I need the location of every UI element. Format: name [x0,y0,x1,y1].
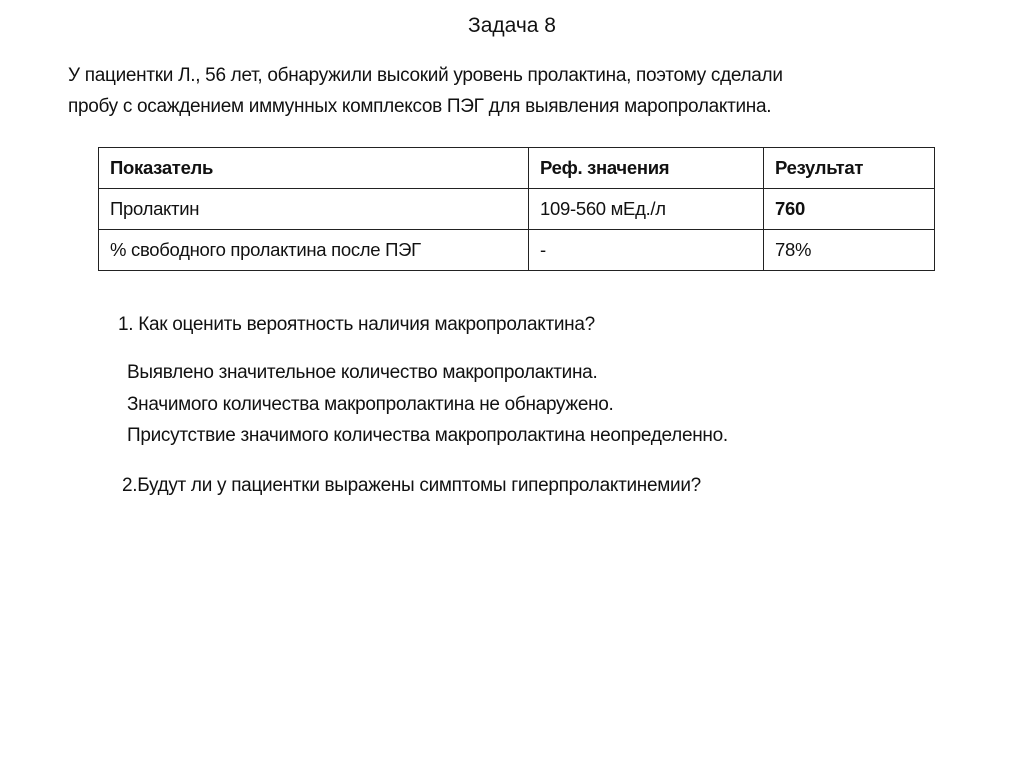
cell-indicator: Пролактин [99,189,529,230]
answer-option[interactable]: Присутствие значимого количества макропролактина неопределенно. [127,425,728,446]
question-2: 2.Будут ли у пациентки выражены симптомы гиперпролактинемии? [122,475,701,496]
header-indicator: Показатель [99,148,529,189]
cell-result: 78% [764,230,935,271]
cell-reference: - [529,230,764,271]
results-table [98,147,935,271]
answer-options [127,357,728,452]
intro-line: У пациентки Л., 56 лет, обнаружили высокий уровень пролактина, поэтому сделали [68,65,783,86]
task-description [68,60,783,122]
answer-option[interactable]: Значимого количества макропролактина не обнаружено. [127,393,614,415]
cell-result: 760 [764,189,935,230]
header-result: Результат [764,148,935,189]
cell-indicator: % свободного пролактина после ПЭГ [99,230,529,271]
header-reference: Реф. значения [529,148,764,189]
table-row [99,230,935,271]
answer-option[interactable]: Выявлено значительное количество макропролактина. [127,362,598,383]
intro-line: пробу с осаждением иммунных комплексов ПЭГ для выявления маропролактина. [68,96,772,117]
cell-reference: 109-560 мЕд./л [529,189,764,230]
table-row [99,189,935,230]
table-header-row [99,148,935,189]
question-1: 1. Как оценить вероятность наличия макропролактина? [118,314,595,335]
slide-title: Задача 8 [468,14,556,37]
